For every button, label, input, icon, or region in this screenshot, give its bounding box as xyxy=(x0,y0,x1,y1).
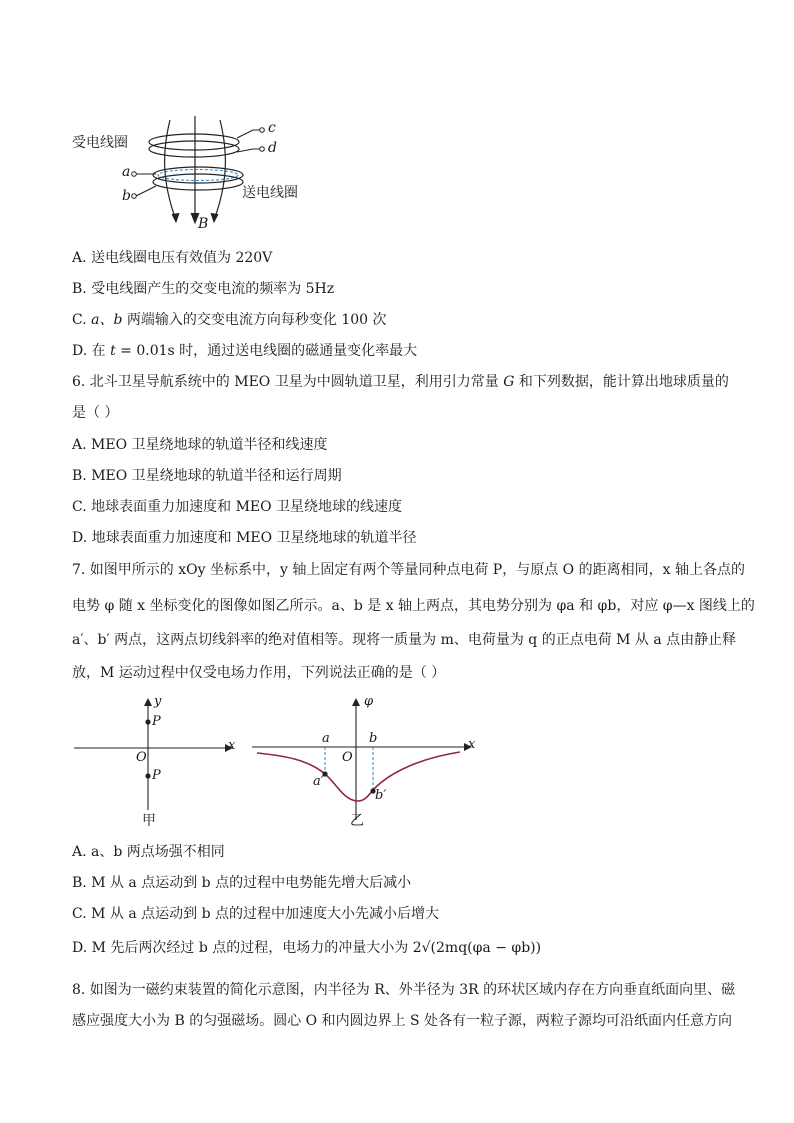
yi-a-prime-label: a′ xyxy=(313,774,324,789)
yi-b-prime-label: b′ xyxy=(375,788,387,803)
yi-x-label: x xyxy=(468,737,476,752)
terminal-a: a xyxy=(122,164,131,180)
q7-option-b: B. M 从 a 点运动到 b 点的过程中电势能先增大后减小 xyxy=(72,875,412,891)
terminal-c: c xyxy=(268,120,276,136)
q7-stem-line2: 电势 φ 随 x 坐标变化的图像如图乙所示。a、b 是 x 轴上两点，其电势分别为 φa 和 φb，对应 φ—x 图线上的 xyxy=(72,598,755,614)
q8-stem-line1: 8. 如图为一磁约束装置的简化示意图，内半径为 R、外半径为 3R 的环状区域内存在方向垂直纸面向里、磁 xyxy=(72,982,736,998)
q8-stem-line2: 感应强度大小为 B 的匀强磁场。圆心 O 和内圆边界上 S 处各有一粒子源，两粒子源均可沿纸面内任意方向 xyxy=(72,1013,733,1029)
q7-option-d: D. M 先后两次经过 b 点的过程，电场力的冲量大小为 2√(2mq(φa − φb)) xyxy=(72,940,542,956)
jia-p-lower-label: P xyxy=(152,768,161,783)
q7-option-c: C. M 从 a 点运动到 b 点的过程中加速度大小先减小后增大 xyxy=(72,906,440,922)
yi-caption: 乙 xyxy=(350,813,364,829)
receive-coil-label: 受电线圈 xyxy=(72,135,128,151)
yi-a-label: a xyxy=(322,731,330,746)
send-coil-label: 送电线圈 xyxy=(242,185,298,201)
q6-option-b: B. MEO 卫星绕地球的轨道半径和运行周期 xyxy=(72,468,342,484)
jia-p-upper-label: P xyxy=(152,714,161,729)
field-label-B: B xyxy=(198,216,209,232)
jia-x-label: x xyxy=(228,738,236,753)
q5-option-d: D. 在 t = 0.01s 时，通过送电线圈的磁通量变化率最大 xyxy=(72,343,418,359)
yi-phi-label: φ xyxy=(364,694,374,709)
q7-stem-line4: 放，M 运动过程中仅受电场力作用，下列说法正确的是（ ） xyxy=(72,665,446,681)
q7-option-a: A. a、b 两点场强不相同 xyxy=(72,844,225,860)
q5-option-c: C. a、b 两端输入的交变电流方向每秒变化 100 次 xyxy=(72,312,387,328)
potential-curve xyxy=(257,752,460,801)
q5-option-b: B. 受电线圈产生的交变电流的频率为 5Hz xyxy=(72,281,335,297)
q6-stem-line1: 6. 北斗卫星导航系统中的 MEO 卫星为中圆轨道卫星，利用引力常量 G 和下列数据，能计算出地球质量的 xyxy=(72,374,729,390)
q6-option-c: C. 地球表面重力加速度和 MEO 卫星绕地球的线速度 xyxy=(72,499,403,515)
yi-b-label: b xyxy=(369,731,378,746)
figure-jia xyxy=(70,694,240,829)
yi-graph xyxy=(252,698,482,828)
coil-figure xyxy=(70,112,330,237)
q6-option-d: D. 地球表面重力加速度和 MEO 卫星绕地球的轨道半径 xyxy=(72,530,417,546)
figure-yi xyxy=(252,694,482,829)
q7-stem-line1: 7. 如图甲所示的 xOy 坐标系中，y 轴上固定有两个等量同种点电荷 P，与原点 O 的距离相同，x 轴上各点的 xyxy=(72,562,745,578)
terminal-b: b xyxy=(122,188,131,204)
q5-option-a: A. 送电线圈电压有效值为 220V xyxy=(72,250,273,266)
jia-y-label: y xyxy=(154,694,162,709)
charge-p-upper xyxy=(145,719,150,724)
yi-origin-label: O xyxy=(342,750,353,765)
terminal-d: d xyxy=(268,140,277,156)
q6-stem-line2: 是（ ） xyxy=(72,405,119,421)
jia-origin-label: O xyxy=(136,750,147,765)
charge-p-lower xyxy=(145,773,150,778)
q6-option-a: A. MEO 卫星绕地球的轨道半径和线速度 xyxy=(72,437,328,453)
jia-caption: 甲 xyxy=(142,813,156,829)
q7-stem-line3: a′、b′ 两点，这两点切线斜率的绝对值相等。现将一质量为 m、电荷量为 q 的正点电荷 M 从 a 点由静止释 xyxy=(72,632,737,648)
